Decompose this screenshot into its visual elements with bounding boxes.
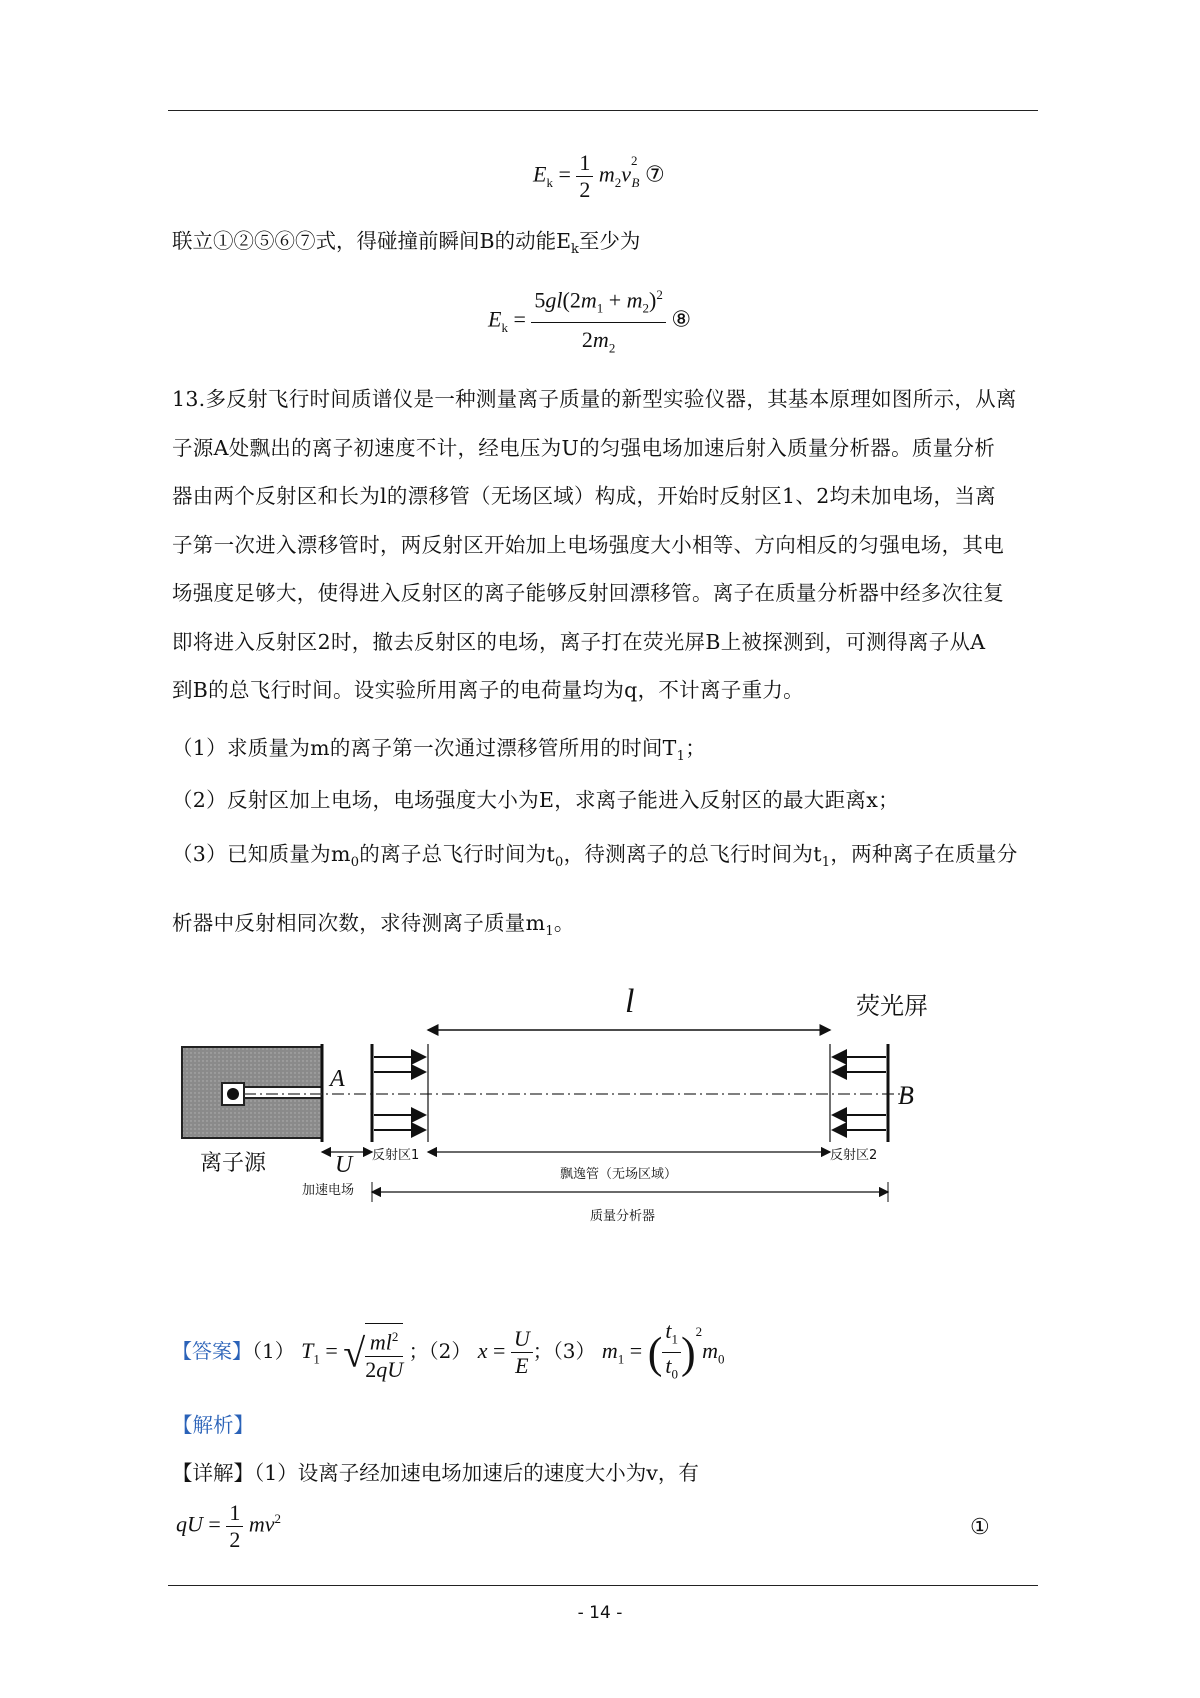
question-line: 13.多反射飞行时间质谱仪是一种测量离子质量的新型实验仪器，其基本原理如图所示，从离	[172, 387, 1017, 411]
label-accel: 加速电场	[302, 1183, 355, 1198]
header-rule	[168, 110, 1038, 111]
label-ion-source: 离子源	[200, 1151, 267, 1176]
sub-question-2: （2）反射区加上电场，电场强度大小为E，求离子能进入反射区的最大距离x；	[172, 788, 899, 812]
sub-question-3: （3）已知质量为$m_0$的离子总飞行时间为$t_0$，待测离子的总飞行时间为$t_1$，两种离子在质量分	[172, 842, 1018, 871]
label-drift-tube: 飘逸管（无场区域）	[560, 1167, 678, 1182]
detail-tag: 【详解】	[172, 1461, 254, 1485]
answer-line: 【答案】（1） $T_1$ = √ $\frac{ml^2}{2qU}$ ；（2） x = $\frac{U}{E}$ ；（3） $m_1$ = ( $\frac{t_1}{t_0}$ )$^2m_0$	[172, 1318, 725, 1382]
combine-text: 联立①②⑤⑥⑦式，得碰撞前瞬间B的动能$E_k$至少为	[172, 229, 641, 258]
label-A: A	[330, 1066, 345, 1092]
label-U: U	[335, 1152, 353, 1178]
equation-marker: ⑧	[671, 306, 692, 332]
label-screen: 荧光屏	[856, 992, 928, 1020]
label-l: l	[625, 983, 635, 1020]
label-reflector-2: 反射区2	[830, 1148, 878, 1163]
footer-rule	[168, 1585, 1038, 1586]
question-line: 子第一次进入漂移管时，两反射区开始加上电场强度大小相等、方向相反的匀强电场，其电	[172, 532, 1004, 557]
equation-marker: ⑦	[644, 161, 665, 187]
question-line: 器由两个反射区和长为l的漂移管（无场区域）构成，开始时反射区1、2均未加电场，当离	[172, 484, 996, 508]
mass-spectrometer-figure	[170, 960, 1010, 1250]
analysis-tag: 【解析】	[172, 1413, 254, 1437]
question-line: 子源A处飘出的离子初速度不计，经电压为U的匀强电场加速后射入质量分析器。质量分析	[172, 435, 996, 460]
equation-8: $E_k$ = $\frac{5gl(2m_1 + m_2)^2}{2m_2}$ ⑧	[488, 282, 691, 361]
sub-question-3-cont: 析器中反射相同次数，求待测离子质量$m_1$。	[172, 911, 575, 940]
question-line: 即将进入反射区2时，撤去反射区的电场，离子打在荧光屏B上被探测到，可测得离子从A	[172, 629, 986, 654]
equation-7: $E_k$ = $\frac{1}{2}$ $m_2v^2_B$ ⑦	[533, 150, 665, 202]
sub-question-1: （1）求质量为m的离子第一次通过漂移管所用的时间$T_1$；	[172, 736, 707, 765]
question-line: 场强度足够大，使得进入反射区的离子能够反射回漂移管。离子在质量分析器中经多次往复	[172, 581, 1004, 605]
question-number: 13.	[172, 387, 206, 411]
page-number: - 14 -	[577, 1603, 623, 1623]
question-line: 到B的总飞行时间。设实验所用离子的电荷量均为q，不计离子重力。	[172, 678, 804, 702]
label-reflector-1: 反射区1	[372, 1148, 420, 1163]
question-13	[172, 375, 1034, 715]
answer-tag: 【答案】	[172, 1338, 252, 1363]
equation-1-marker: ①	[970, 1514, 990, 1539]
label-B: B	[898, 1081, 914, 1110]
label-analyzer: 质量分析器	[590, 1209, 656, 1224]
ion-source-block	[182, 1047, 322, 1138]
detail-line: 【详解】（1）设离子经加速电场加速后的速度大小为v，有	[172, 1461, 699, 1485]
equation-1: qU = $\frac{1}{2}$ $mv^2$	[176, 1500, 281, 1552]
